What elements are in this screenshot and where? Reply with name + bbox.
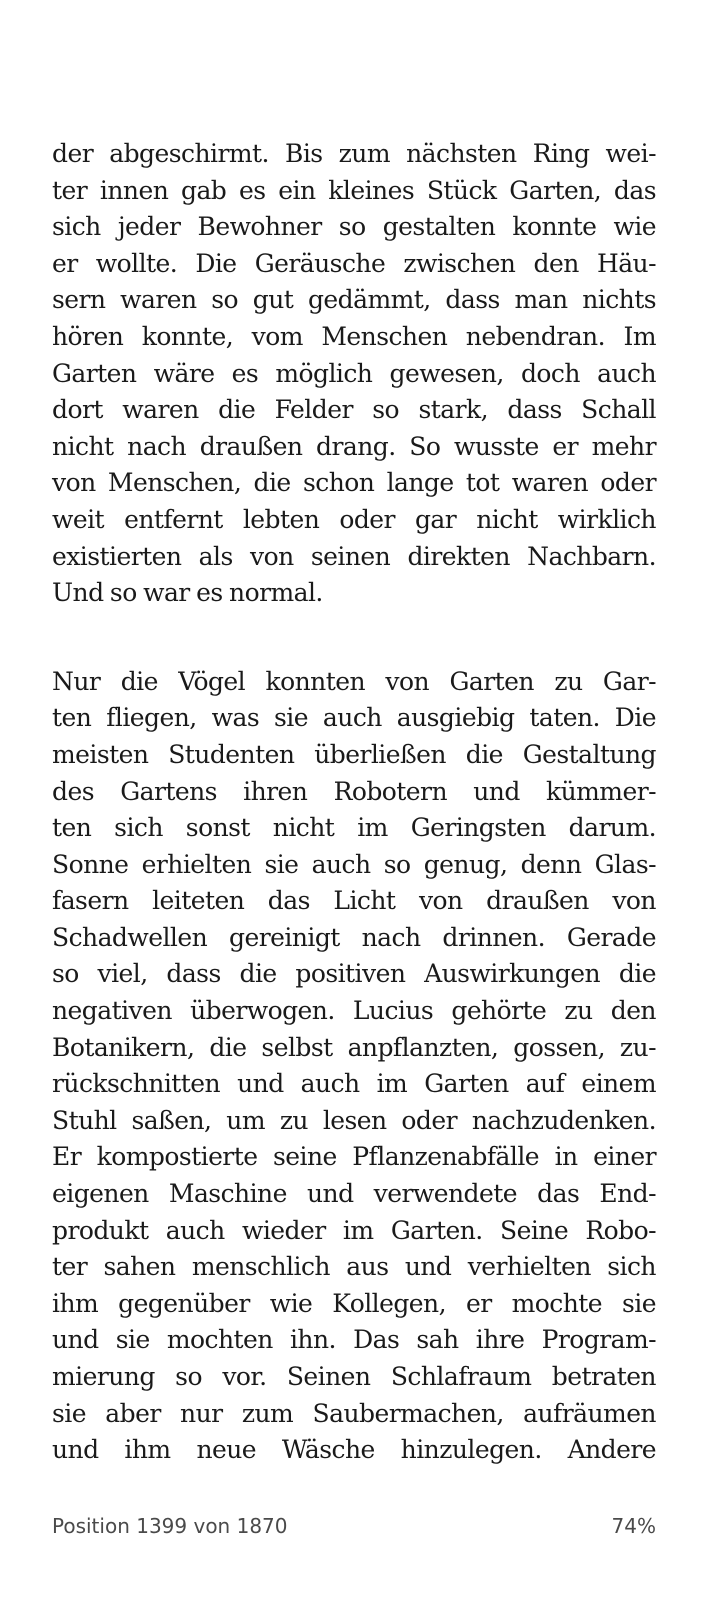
paragraph-spacer (52, 612, 656, 664)
text-line: rückschnitten und auch im Garten auf einem (52, 1069, 656, 1099)
text-line: und sie mochten ihn. Das sah ihre Program- (52, 1325, 656, 1355)
text-line: Garten wäre es möglich gewesen, doch auch (52, 358, 656, 388)
text-line: sich jeder Bewohner so gestalten konnte wie (52, 212, 656, 242)
text-line: meisten Studenten überließen die Gestaltung (52, 739, 656, 769)
text-line: produkt auch wieder im Garten. Seine Robo- (52, 1215, 656, 1245)
text-line: mierung so vor. Seinen Schlafraum betraten (52, 1362, 656, 1391)
text-line: nicht nach draußen drang. So wusste er mehr (52, 431, 656, 461)
location-indicator[interactable]: Position 1399 von 1870 (52, 1514, 288, 1538)
text-line: ihm gegenüber wie Kollegen, er mochte sie (52, 1288, 656, 1318)
text-line: so viel, dass die positiven Auswirkungen die (52, 959, 656, 989)
text-line: sie aber nur zum Saubermachen, aufräumen (52, 1398, 656, 1428)
text-line: eigenen Maschine und verwendete das End- (52, 1179, 656, 1209)
text-line: Nur die Vögel konnten von Garten zu Gar- (52, 666, 656, 696)
text-line: von Menschen, die schon lange tot waren oder (52, 468, 656, 498)
progress-percent: 74% (611, 1514, 656, 1538)
text-line: Er kompostierte seine Pflanzenabfälle in einer (52, 1142, 656, 1172)
text-line: ten fliegen, was sie auch ausgiebig taten. Die (52, 703, 656, 733)
text-line: dort waren die Felder so stark, dass Schall (52, 395, 656, 425)
text-line: Schadwellen gereinigt nach drinnen. Gerade (52, 922, 656, 952)
text-line: ten sich sonst nicht im Geringsten darum. (52, 813, 656, 843)
reading-progress-footer[interactable] (52, 1514, 656, 1544)
text-line: Und so war es normal. (52, 578, 323, 608)
text-line: existierten als von seinen direkten Nachbarn. (52, 541, 656, 571)
text-line: weit entfernt lebten oder gar nicht wirklich (52, 504, 656, 534)
text-line: ter innen gab es ein kleines Stück Garten, das (52, 175, 656, 205)
text-line: des Gartens ihren Robotern und kümmer- (52, 776, 656, 806)
text-line: Sonne erhielten sie auch so genug, denn Glas- (52, 849, 656, 879)
text-line: negativen überwogen. Lucius gehörte zu den (52, 996, 656, 1026)
text-line: der abgeschirmt. Bis zum nächsten Ring wei- (52, 139, 656, 168)
paragraph-2 (52, 664, 656, 1469)
text-line: hören konnte, vom Menschen nebendran. Im (52, 321, 656, 351)
text-line: Botanikern, die selbst anpflanzten, gossen, zu- (52, 1032, 656, 1062)
text-line: und ihm neue Wäsche hinzulegen. Andere (52, 1435, 656, 1465)
text-line: er wollte. Die Geräusche zwischen den Häu- (52, 248, 656, 278)
paragraph-1 (52, 136, 656, 612)
book-page-text (52, 136, 656, 1469)
text-line: ter sahen menschlich aus und verhielten sich (52, 1252, 656, 1282)
text-line: sern waren so gut gedämmt, dass man nichts (52, 285, 656, 315)
text-line: Stuhl saßen, um zu lesen oder nachzudenken. (52, 1105, 656, 1135)
text-line: fasern leiteten das Licht von draußen von (52, 886, 656, 916)
